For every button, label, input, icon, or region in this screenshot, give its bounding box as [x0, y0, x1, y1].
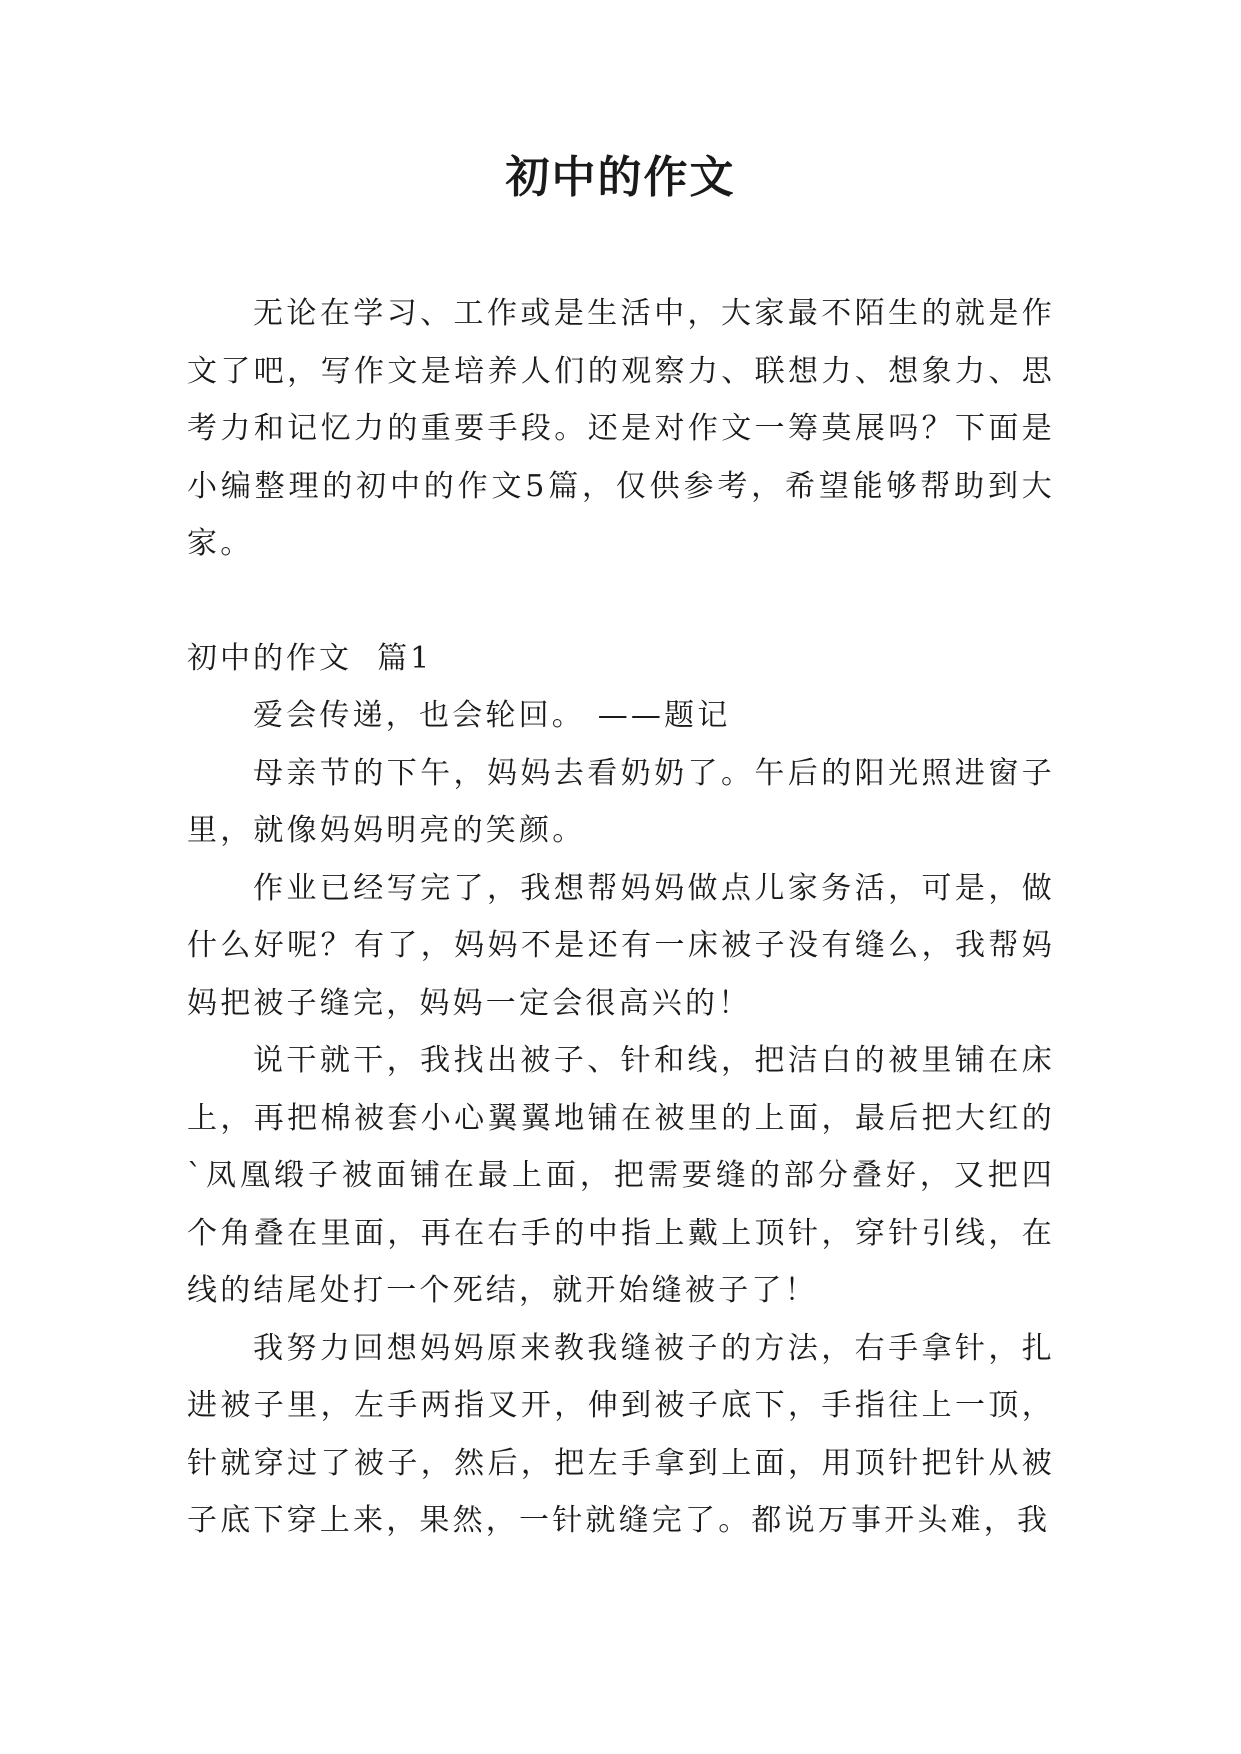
body-paragraph: 母亲节的下午，妈妈去看奶奶了。午后的阳光照进窗子里，就像妈妈明亮的笑颜。: [187, 755, 1055, 848]
body-paragraph: 作业已经写完了，我想帮妈妈做点儿家务活，可是，做什么好呢？有了，妈妈不是还有一床被子没有缝么，我帮妈妈把被子缝完，妈妈一定会很高兴的！: [187, 870, 1055, 1021]
document-body: [187, 285, 1055, 1550]
epigraph-paragraph: 爱会传递，也会轮回。 ——题记: [253, 698, 731, 733]
intro-paragraph: 无论在学习、工作或是生活中，大家最不陌生的就是作文了吧，写作文是培养人们的观察力、联想力、想象力、思考力和记忆力的重要手段。还是对作文一筹莫展吗？下面是小编整理的初中的作文5篇，仅供参考，希望能够帮助到大家。: [187, 296, 1055, 561]
section-heading: 初中的作文 篇1: [187, 640, 433, 676]
body-paragraph: 我努力回想妈妈原来教我缝被子的方法，右手拿针，扎进被子里，左手两指叉开，伸到被子底下，手指往上一顶，针就穿过了被子，然后，把左手拿到上面，用顶针把针从被子底下穿上来，果然，一针就缝完了。都说万事开头难，我: [187, 1330, 1055, 1538]
document-title: 初中的作文: [505, 152, 736, 203]
body-paragraph: 说干就干，我找出被子、针和线，把洁白的被里铺在床上，再把棉被套小心翼翼地铺在被里的上面，最后把大红的`凤凰缎子被面铺在最上面，把需要缝的部分叠好，又把四个角叠在里面，再在右手的中指上戴上顶针，穿针引线，在线的结尾处打一个死结，就开始缝被子了！: [187, 1043, 1055, 1308]
